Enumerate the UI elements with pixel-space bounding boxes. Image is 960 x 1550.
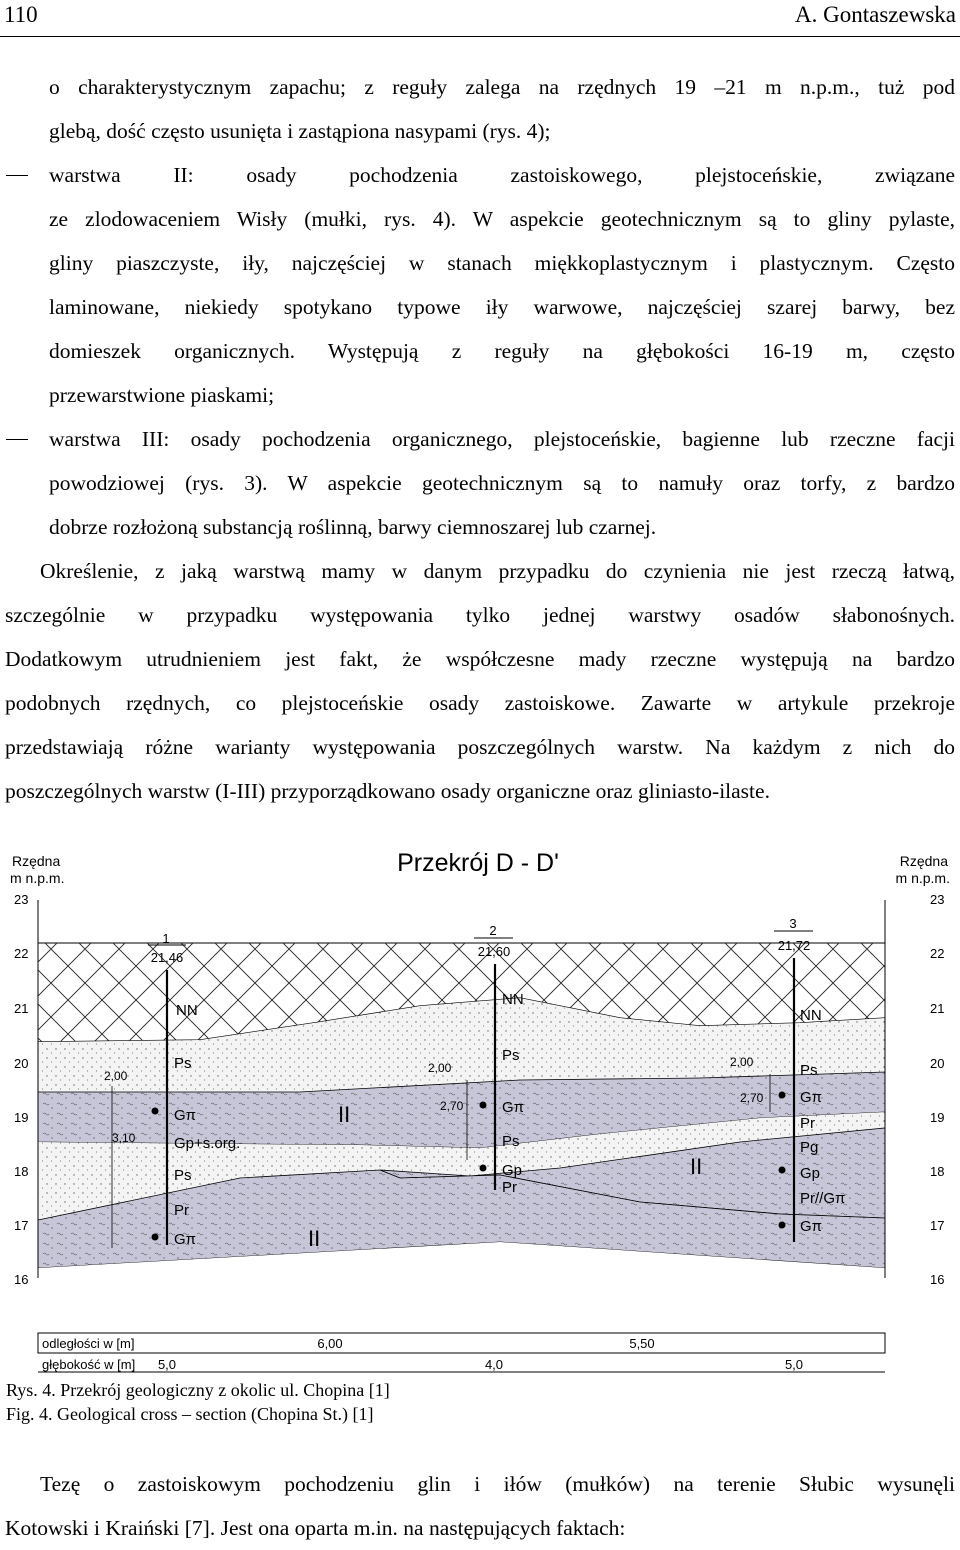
header-rule [0,36,960,37]
elev-tick-19-right: 19 [930,1110,945,1125]
layer-marker: II [338,1102,351,1127]
list-dash [6,439,28,440]
figure-title: Przekrój D - D' [397,849,559,877]
borehole-number: 1 [162,931,170,946]
layer-label: Ps [502,1133,520,1150]
water-depth-label: 2,70 [440,1099,464,1113]
water-depth-label: 3,10 [112,1131,136,1145]
layer-label: Gp [502,1162,523,1179]
text-line: Kotowski i Kraiński [7]. Jest ona oparta m.in. na następujących faktach: [5,1516,626,1540]
elev-tick-16-right: 16 [930,1272,945,1287]
borehole-number: 3 [789,916,797,931]
text-line: przewarstwione piaskami; [49,383,275,407]
layer-label: Gπ [174,1231,197,1248]
elev-tick-20: 20 [14,1056,29,1071]
layer-label: Gπ [800,1089,823,1106]
layer-label: Pr [502,1179,517,1196]
depth-value: 5,0 [157,1357,177,1372]
elev-tick-22-right: 22 [930,946,945,961]
layer-marker: II [308,1226,321,1251]
elev-tick-17-right: 17 [930,1218,945,1233]
layer-label: Pr [800,1115,815,1132]
text-line: przedstawiają różne warianty występowania poszczególnych warstw. Na każdym z nich do [5,735,955,759]
text-line: glebą, dość często usunięta i zastąpiona nasypami (rys. 4); [49,119,551,143]
text-line: szczególnie w przypadku występowania tylko jednej warstwy osadów słabonośnych. [5,603,955,627]
water-table-label: 2,00 [730,1055,754,1069]
elev-tick-21-right: 21 [930,1001,945,1016]
layer-label: Gp+s.org. [174,1135,241,1152]
page-number: 110 [4,2,38,27]
text-line: laminowane, niekiedy spotykano typowe iły warwowe, najczęściej szarej barwy, bez [49,295,955,319]
layer-label: NN [800,1007,822,1024]
text-line: powodziowej (rys. 3). W aspekcie geotechnicznym są to namuły oraz torfy, z bardzo [49,471,955,495]
layer-label: Pg [800,1139,819,1156]
distance-value: 6,00 [317,1336,343,1351]
layer-label: Ps [174,1055,192,1072]
layer-label: NN [502,991,524,1008]
distance-label: odległości w [m] [42,1336,135,1351]
right-axis-unit: m n.p.m. [895,870,950,886]
borehole-elevation: 21,60 [477,944,511,959]
elev-tick-20-right: 20 [930,1056,945,1071]
cross-section-figure [0,830,960,1380]
layer-label: Pr//Gπ [800,1190,846,1207]
layer-label: Gπ [174,1107,197,1124]
layer-label: Ps [174,1167,192,1184]
borehole-number: 2 [489,923,497,938]
depth-value: 5,0 [784,1357,804,1372]
layer-label: NN [176,1002,198,1019]
text-line: domieszek organicznych. Występują z reguły na głębokości 16-19 m, często [49,339,955,363]
layer-label: Ps [502,1047,520,1064]
borehole-elevation: 21,46 [150,950,184,965]
right-axis-title: Rzędna [899,853,948,869]
layer-label: Ps [800,1062,818,1079]
distance-depth-table [38,1333,885,1372]
distance-value: 5,50 [629,1336,655,1351]
elev-tick-18: 18 [14,1164,29,1179]
elev-tick-23: 23 [14,892,29,907]
layer-label: Gπ [502,1099,525,1116]
text-line: o charakterystycznym zapachu; z reguły zalega na rzędnych 19 –21 m n.p.m., tuż pod [49,75,955,99]
figure-caption-pl: Rys. 4. Przekrój geologiczny z okolic ul. Chopina [1] [6,1380,390,1400]
text-line: poszczególnych warstw (I-III) przyporządkowano osady organiczne oraz gliniasto-ilaste. [5,779,770,803]
text-line: warstwa III: osady pochodzenia organicznego, plejstoceńskie, bagienne lub rzeczne facji [49,427,955,451]
text-line: gliny piaszczyste, iły, najczęściej w stanach miękkoplastycznym i plastycznym. Często [49,251,955,275]
elev-tick-16: 16 [14,1272,29,1287]
elev-tick-18-right: 18 [930,1164,945,1179]
elev-tick-19: 19 [14,1110,29,1125]
water-table-label: 2,00 [428,1061,452,1075]
left-axis-unit: m n.p.m. [10,870,65,886]
left-axis-title: Rzędna [12,853,61,869]
text-line: podobnych rzędnych, co plejstoceńskie osady zastoiskowe. Zawarte w artykule przekroje [5,691,955,715]
water-depth-label: 2,70 [740,1091,764,1105]
list-dash [6,175,28,176]
layer-marker: II [690,1154,703,1179]
layer-label: Gπ [800,1218,823,1235]
depth-value: 4,0 [484,1357,504,1372]
elev-tick-23-right: 23 [930,892,945,907]
running-head-author: A. Gontaszewska [795,2,956,27]
text-line: Dodatkowym utrudnieniem jest fakt, że współczesne mady rzeczne występują na bardzo [5,647,955,671]
layer-label: Pr [174,1202,189,1219]
text-line: dobrze rozłożoną substancją roślinną, barwy ciemnoszarej lub czarnej. [49,515,657,539]
depth-label: głębokość w [m] [42,1357,136,1372]
text-line: Tezę o zastoiskowym pochodzeniu glin i iłów (mułków) na terenie Słubic wysunęli [40,1472,955,1496]
layer-label: Gp [800,1165,821,1182]
text-line: Określenie, z jaką warstwą mamy w danym przypadku do czynienia nie jest rzeczą łatwą, [40,559,955,583]
water-table-label: 2,00 [104,1069,128,1083]
figure-caption-en: Fig. 4. Geological cross – section (Chopina St.) [1] [6,1404,374,1424]
elev-tick-17: 17 [14,1218,29,1233]
elev-tick-21: 21 [14,1001,29,1016]
text-line: warstwa II: osady pochodzenia zastoiskowego, plejstoceńskie, związane [49,163,955,187]
borehole-elevation: 21,72 [777,938,811,953]
elev-tick-22: 22 [14,946,29,961]
text-line: ze zlodowaceniem Wisły (mułki, rys. 4). W aspekcie geotechnicznym są to gliny pylaste, [49,207,955,231]
